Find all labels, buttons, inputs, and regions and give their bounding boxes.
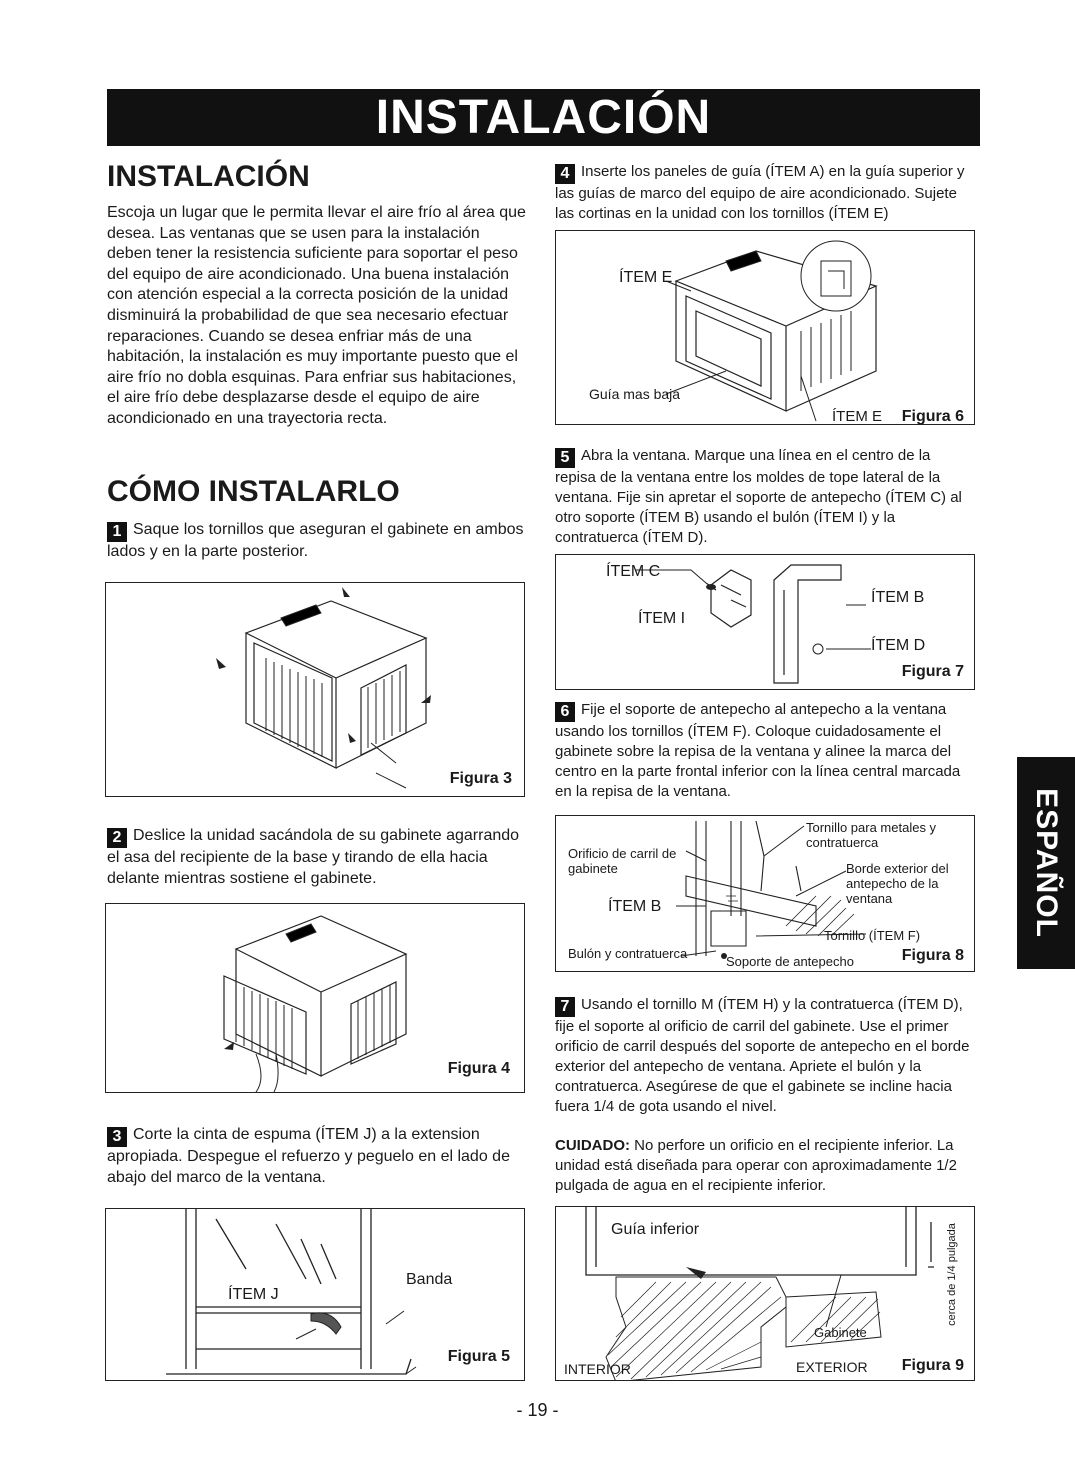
figure-9 (555, 1206, 975, 1381)
figure-7-label-item-d: ÍTEM D (871, 637, 926, 654)
figure-9-label-cerca: cerca de 1/4 pulgada (945, 1223, 958, 1326)
figure-9-label-interior: INTERIOR (564, 1361, 631, 1377)
step-number-7: 7 (555, 997, 575, 1017)
step-6-text: Fije el soporte de antepecho al antepecho a la ventana usando los tornillos (ÍTEM F). Coloque cuidadosamente el gabinete sobre la repisa de la ventana y alinee la marca del centro en la parte frontal inferior con la línea central marcada en la repisa de la ventana. (555, 701, 961, 800)
figure-8-label-soporte: Soporte de antepecho (726, 954, 854, 969)
caution-text: No perfore un orificio en el recipiente inferior. La unidad está diseñada para operar con aproximadamente 1/2 pulgada de agua en el recipiente inferior. (555, 1137, 957, 1194)
figure-8-label-bulon: Bulón y contratuerca (568, 946, 688, 961)
step-1-text: Saque los tornillos que aseguran el gabinete en ambos lados y en la parte posterior. (107, 521, 524, 560)
figure-3-caption: Figura 3 (449, 770, 512, 787)
language-side-tab-label: ESPAÑOL (1030, 788, 1063, 938)
step-3-text: Corte la cinta de espuma (ÍTEM J) a la extension apropiada. Despegue el refuerzo y peguelo en el lado de abajo del marco de la ventana. (107, 1126, 510, 1186)
step-4-text: Inserte los paneles de guía (ÍTEM A) en la guía superior y las guías de marco del equipo de aire acondicionado. Sujete las cortinas en la unidad con los tornillos (ÍTEM E) (555, 163, 965, 222)
caution-label: CUIDADO: (555, 1137, 630, 1154)
figure-6-label-item-e-bottom: ÍTEM E (832, 408, 883, 425)
intro-paragraph: Escoja un lugar que le permita llevar el aire frío al área que desea. Las ventanas que se usen para la instalación deben tener la resistencia suficiente para soportar el peso del equipo de aire acondicionado. Una buena instalación con atención especial a la correcta posición de la unidad disminuirá la probabilidad de que sea necesario efectuar reparaciones. Cuando se desea enfriar más de una habitación, la instalación es muy importante puesto que el aire frío no dobla esquinas. Para enfriar sus habitaciones, el aire frío debe desplazarse desde el equipo de aire acondicionado en una trayectoria recta. (107, 204, 526, 427)
figure-5-label-item-j: ÍTEM J (228, 1286, 279, 1303)
figure-3 (105, 582, 525, 797)
step-5 (555, 446, 975, 548)
figure-8-label-item-b: ÍTEM B (608, 898, 662, 915)
figure-8 (555, 815, 975, 972)
figure-8-caption: Figura 8 (901, 947, 964, 964)
figure-8-label-tornillo-metales: Tornillo para metales y contratuerca (806, 820, 937, 850)
step-3 (107, 1125, 527, 1188)
figure-9-label-guia-inferior: Guía inferior (611, 1221, 700, 1238)
figure-8-label-orificio: Orificio de carril de gabinete (568, 846, 677, 876)
figure-4 (105, 903, 525, 1093)
language-side-tab (1017, 757, 1075, 969)
figure-7-label-item-i: ÍTEM I (638, 610, 686, 627)
figure-9-label-gabinete: Gabinete (814, 1325, 867, 1340)
section-heading-instalacion: INSTALACIÓN (107, 160, 310, 193)
figure-7 (555, 554, 975, 690)
figure-6-caption: Figura 6 (901, 408, 964, 425)
figure-5-caption: Figura 5 (447, 1348, 510, 1365)
step-4 (555, 162, 975, 224)
figure-3-drawing (106, 583, 525, 797)
figure-9-label-exterior: EXTERIOR (796, 1359, 868, 1375)
caution-paragraph (555, 1136, 975, 1196)
figure-6-label-item-e-top: ÍTEM E (619, 269, 673, 286)
step-number-4: 4 (555, 164, 575, 184)
step-number-2: 2 (107, 828, 127, 848)
figure-8-label-tornillo-f: Tornillo (ÍTEM F) (824, 928, 921, 943)
figure-5 (105, 1208, 525, 1381)
step-number-3: 3 (107, 1127, 127, 1147)
section-heading-como-instalarlo: CÓMO INSTALARLO (107, 475, 400, 508)
page-banner: INSTALACIÓN (107, 89, 980, 146)
figure-6 (555, 230, 975, 425)
figure-6-label-guia-mas-baja: Guía mas baja (589, 386, 681, 402)
step-1 (107, 520, 527, 563)
step-7-text: Usando el tornillo M (ÍTEM H) y la contratuerca (ÍTEM D), fije el soporte al orificio de carril del gabinete. Use el primer orificio de carril después del soporte de antepecho en el borde exterior del antepecho de ventana. Apriete el bulón y la contratuerca. Asegúrese de que el gabinete se incline hacia fuera 1/4 de gota usando el nivel. (555, 996, 970, 1115)
figure-8-label-borde: Borde exterior del antepecho de la ventana (846, 861, 949, 906)
step-2-text: Deslice la unidad sacándola de su gabinete agarrando el asa del recipiente de la base y tirando de ella hacia delante mientras sostiene el gabinete. (107, 827, 520, 887)
step-number-1: 1 (107, 522, 127, 542)
step-2 (107, 826, 527, 889)
figure-5-label-banda: Banda (406, 1271, 453, 1288)
figure-7-label-item-c: ÍTEM C (606, 563, 661, 580)
figure-7-label-item-b: ÍTEM B (871, 589, 925, 606)
step-7 (555, 995, 975, 1117)
page-number: - 19 - (516, 1400, 559, 1420)
step-5-text: Abra la ventana. Marque una línea en el centro de la repisa de la ventana entre los moldes de tope lateral de la ventana. Fije sin apretar el soporte de antepecho (ÍTEM C) al otro soporte (ÍTEM B) usando el bulón (ÍTEM I) y la contratuerca (ÍTEM D). (555, 447, 962, 546)
figure-9-caption: Figura 9 (901, 1357, 964, 1374)
figure-7-caption: Figura 7 (901, 663, 964, 680)
step-6 (555, 700, 975, 802)
step-number-6: 6 (555, 702, 575, 722)
step-number-5: 5 (555, 448, 575, 468)
figure-4-caption: Figura 4 (447, 1060, 510, 1077)
